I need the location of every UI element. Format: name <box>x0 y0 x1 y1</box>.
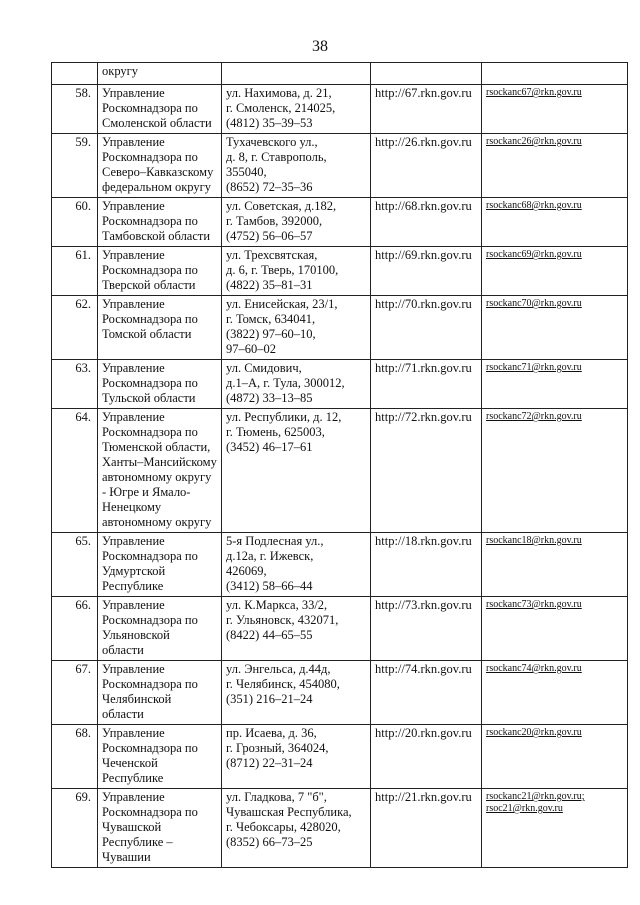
table-row <box>52 85 628 134</box>
cell-number: 66. <box>52 597 98 661</box>
address-line: (4822) 35–81–31 <box>226 278 313 292</box>
cell-email <box>482 597 628 661</box>
address-line: 426069, <box>226 564 267 578</box>
cell-address <box>222 360 371 409</box>
email-link[interactable]: rsockanc71@rkn.gov.ru <box>486 362 582 373</box>
office-name-line: Ненецкому <box>102 500 162 514</box>
address-line: г. Чебоксары, 428020, <box>226 820 341 834</box>
office-name-line: Управление <box>102 598 165 612</box>
cell-email <box>482 725 628 789</box>
office-name-line: Управление <box>102 86 165 100</box>
address-line: ул. Советская, д.182, <box>226 199 337 213</box>
cell-number <box>52 63 98 85</box>
cell-address <box>222 85 371 134</box>
cell-office-name <box>98 85 222 134</box>
address-line: г. Ульяновск, 432071, <box>226 613 339 627</box>
address-line: д. 8, г. Ставрополь, <box>226 150 327 164</box>
address-line: ул. К.Маркса, 33/2, <box>226 598 328 612</box>
website-link[interactable]: http://18.rkn.gov.ru <box>375 534 472 548</box>
cell-number: 60. <box>52 198 98 247</box>
cell-number: 69. <box>52 789 98 868</box>
cell-office-name <box>98 63 222 85</box>
address-line: г. Томск, 634041, <box>226 312 316 326</box>
office-name-line: Роскомнадзора по <box>102 312 198 326</box>
office-name-line: Республике <box>102 579 164 593</box>
website-link[interactable]: http://74.rkn.gov.ru <box>375 662 472 676</box>
office-name-line: Северо–Кавказскому <box>102 165 214 179</box>
office-name-line: Управление <box>102 410 165 424</box>
email-link[interactable]: rsockanc73@rkn.gov.ru <box>486 599 582 610</box>
office-name-line: автономному округу <box>102 470 212 484</box>
cell-number: 62. <box>52 296 98 360</box>
cell-number: 64. <box>52 409 98 533</box>
cell-number: 58. <box>52 85 98 134</box>
table-row <box>52 725 628 789</box>
cell-address <box>222 296 371 360</box>
email-link[interactable]: rsockanc72@rkn.gov.ru <box>486 411 582 422</box>
website-link[interactable]: http://73.rkn.gov.ru <box>375 598 472 612</box>
office-name-line: Роскомнадзора по <box>102 101 198 115</box>
cell-address <box>222 725 371 789</box>
address-line: ул. Гладкова, 7 "б", <box>226 790 327 804</box>
address-line: г. Челябинск, 454080, <box>226 677 340 691</box>
cell-number: 63. <box>52 360 98 409</box>
office-name-line: Чувашии <box>102 850 151 864</box>
office-name-line: Чеченской <box>102 756 158 770</box>
office-name-line: Роскомнадзора по <box>102 613 198 627</box>
office-name-line: Роскомнадзора по <box>102 150 198 164</box>
cell-office-name <box>98 725 222 789</box>
cell-office-name <box>98 409 222 533</box>
rkn-offices-table <box>51 62 628 868</box>
table-row <box>52 533 628 597</box>
table-body <box>52 63 628 868</box>
office-name-line: Ульяновской <box>102 628 170 642</box>
cell-email <box>482 247 628 296</box>
table-row <box>52 409 628 533</box>
office-name-line: Роскомнадзора по <box>102 376 198 390</box>
address-line: ул. Смидович, <box>226 361 302 375</box>
office-name-line: округу <box>102 64 139 78</box>
cell-office-name <box>98 296 222 360</box>
cell-number: 68. <box>52 725 98 789</box>
address-line: (3452) 46–17–61 <box>226 440 313 454</box>
website-link[interactable]: http://20.rkn.gov.ru <box>375 726 472 740</box>
office-name-line: Управление <box>102 297 165 311</box>
email-link[interactable]: rsockanc69@rkn.gov.ru <box>486 249 582 260</box>
office-name-line: Тамбовской области <box>102 229 211 243</box>
office-name-line: автономному округу <box>102 515 212 529</box>
email-link[interactable]: rsockanc70@rkn.gov.ru <box>486 298 582 309</box>
address-line: пр. Исаева, д. 36, <box>226 726 317 740</box>
address-line: (3412) 58–66–44 <box>226 579 313 593</box>
cell-email <box>482 360 628 409</box>
table-row <box>52 296 628 360</box>
address-line: г. Тамбов, 392000, <box>226 214 323 228</box>
address-line: г. Грозный, 364024, <box>226 741 329 755</box>
address-line: (8652) 72–35–36 <box>226 180 313 194</box>
address-line: (8352) 66–73–25 <box>226 835 313 849</box>
address-line: (351) 216–21–24 <box>226 692 313 706</box>
cell-office-name <box>98 597 222 661</box>
office-name-line: федеральном округу <box>102 180 212 194</box>
address-line: Чувашская Республика, <box>226 805 352 819</box>
address-line: (8422) 44–65–55 <box>226 628 313 642</box>
address-line: 97–60–02 <box>226 342 276 356</box>
cell-number: 65. <box>52 533 98 597</box>
cell-website <box>371 85 482 134</box>
office-name-line: Чувашской <box>102 820 162 834</box>
cell-website <box>371 63 482 85</box>
cell-website <box>371 597 482 661</box>
cell-office-name <box>98 360 222 409</box>
cell-number: 61. <box>52 247 98 296</box>
cell-website <box>371 725 482 789</box>
address-line: (4812) 35–39–53 <box>226 116 313 130</box>
email-link[interactable]: rsockanc26@rkn.gov.ru <box>486 136 582 147</box>
table-row <box>52 661 628 725</box>
table-row <box>52 360 628 409</box>
address-line: (8712) 22–31–24 <box>226 756 313 770</box>
cell-website <box>371 409 482 533</box>
office-name-line: Управление <box>102 790 165 804</box>
office-name-line: Республике <box>102 771 164 785</box>
table-row <box>52 597 628 661</box>
cell-office-name <box>98 247 222 296</box>
office-name-line: Управление <box>102 135 165 149</box>
address-line: (3822) 97–60–10, <box>226 327 316 341</box>
office-name-line: области <box>102 643 144 657</box>
website-link[interactable]: http://69.rkn.gov.ru <box>375 248 472 262</box>
table-row <box>52 134 628 198</box>
cell-address <box>222 134 371 198</box>
office-name-line: Роскомнадзора по <box>102 741 198 755</box>
office-name-line: Республике – <box>102 835 173 849</box>
email-link[interactable]: rsockanc68@rkn.gov.ru <box>486 200 582 211</box>
office-name-line: Управление <box>102 662 165 676</box>
address-line: ул. Энгельса, д.44д, <box>226 662 331 676</box>
cell-website <box>371 134 482 198</box>
table-row <box>52 247 628 296</box>
cell-number: 67. <box>52 661 98 725</box>
office-name-line: Управление <box>102 199 165 213</box>
address-line: 5-я Подлесная ул., <box>226 534 324 548</box>
email-link[interactable]: rsockanc20@rkn.gov.ru <box>486 727 582 738</box>
office-name-line: Роскомнадзора по <box>102 214 198 228</box>
email-link[interactable]: rsockanc18@rkn.gov.ru <box>486 535 582 546</box>
cell-office-name <box>98 134 222 198</box>
office-name-line: области <box>102 707 144 721</box>
website-link[interactable]: http://26.rkn.gov.ru <box>375 135 472 149</box>
cell-website <box>371 296 482 360</box>
cell-email <box>482 296 628 360</box>
address-line: ул. Республики, д. 12, <box>226 410 342 424</box>
website-link[interactable]: http://68.rkn.gov.ru <box>375 199 472 213</box>
email-link[interactable]: rsockanc74@rkn.gov.ru <box>486 663 582 674</box>
office-name-line: Роскомнадзора по <box>102 263 198 277</box>
table-row <box>52 789 628 868</box>
cell-office-name <box>98 533 222 597</box>
website-link[interactable]: http://21.rkn.gov.ru <box>375 790 472 804</box>
cell-address <box>222 198 371 247</box>
cell-website <box>371 661 482 725</box>
office-name-line: Управление <box>102 534 165 548</box>
website-link[interactable]: http://67.rkn.gov.ru <box>375 86 472 100</box>
address-line: (4752) 56–06–57 <box>226 229 313 243</box>
office-name-line: Роскомнадзора по <box>102 549 198 563</box>
address-line: Тухачевского ул., <box>226 135 318 149</box>
cell-website <box>371 247 482 296</box>
cell-website <box>371 360 482 409</box>
office-name-line: Тверской области <box>102 278 196 292</box>
cell-address <box>222 661 371 725</box>
cell-email <box>482 63 628 85</box>
website-link[interactable]: http://70.rkn.gov.ru <box>375 297 472 311</box>
cell-email <box>482 198 628 247</box>
address-line: 355040, <box>226 165 267 179</box>
website-link[interactable]: http://72.rkn.gov.ru <box>375 410 472 424</box>
table-row-continued <box>52 63 628 85</box>
office-name-line: Роскомнадзора по <box>102 425 198 439</box>
address-line: (4872) 33–13–85 <box>226 391 313 405</box>
address-line: ул. Нахимова, д. 21, <box>226 86 332 100</box>
address-line: д.1–А, г. Тула, 300012, <box>226 376 345 390</box>
office-name-line: Ханты–Мансийскому <box>102 455 217 469</box>
email-link[interactable]: rsockanc67@rkn.gov.ru <box>486 87 582 98</box>
address-line: г. Тюмень, 625003, <box>226 425 325 439</box>
cell-email <box>482 789 628 868</box>
office-name-line: Управление <box>102 361 165 375</box>
cell-website <box>371 789 482 868</box>
cell-address <box>222 247 371 296</box>
cell-email <box>482 85 628 134</box>
cell-website <box>371 198 482 247</box>
cell-number: 59. <box>52 134 98 198</box>
office-name-line: Тульской области <box>102 391 196 405</box>
office-name-line: Томской области <box>102 327 192 341</box>
cell-address <box>222 63 371 85</box>
address-line: г. Смоленск, 214025, <box>226 101 336 115</box>
cell-website <box>371 533 482 597</box>
website-link[interactable]: http://71.rkn.gov.ru <box>375 361 472 375</box>
cell-office-name <box>98 789 222 868</box>
cell-email <box>482 533 628 597</box>
cell-office-name <box>98 198 222 247</box>
cell-address <box>222 533 371 597</box>
office-name-line: Удмуртской <box>102 564 166 578</box>
office-name-line: - Югре и Ямало- <box>102 485 191 499</box>
cell-email <box>482 661 628 725</box>
cell-email <box>482 134 628 198</box>
office-name-line: Смоленской области <box>102 116 212 130</box>
office-name-line: Управление <box>102 248 165 262</box>
office-name-line: Роскомнадзора по <box>102 805 198 819</box>
cell-address <box>222 789 371 868</box>
page-number: 38 <box>312 38 328 55</box>
cell-address <box>222 597 371 661</box>
address-line: д.12а, г. Ижевск, <box>226 549 314 563</box>
email-link[interactable]: rsoc21@rkn.gov.ru <box>486 803 563 814</box>
address-line: ул. Енисейская, 23/1, <box>226 297 338 311</box>
office-name-line: Управление <box>102 726 165 740</box>
office-name-line: Тюменской области, <box>102 440 211 454</box>
cell-office-name <box>98 661 222 725</box>
address-line: ул. Трехсвятская, <box>226 248 318 262</box>
office-name-line: Челябинской <box>102 692 172 706</box>
table-row <box>52 198 628 247</box>
address-line: д. 6, г. Тверь, 170100, <box>226 263 339 277</box>
cell-address <box>222 409 371 533</box>
office-name-line: Роскомнадзора по <box>102 677 198 691</box>
email-link[interactable]: rsockanc21@rkn.gov.ru; <box>486 791 585 802</box>
cell-email <box>482 409 628 533</box>
